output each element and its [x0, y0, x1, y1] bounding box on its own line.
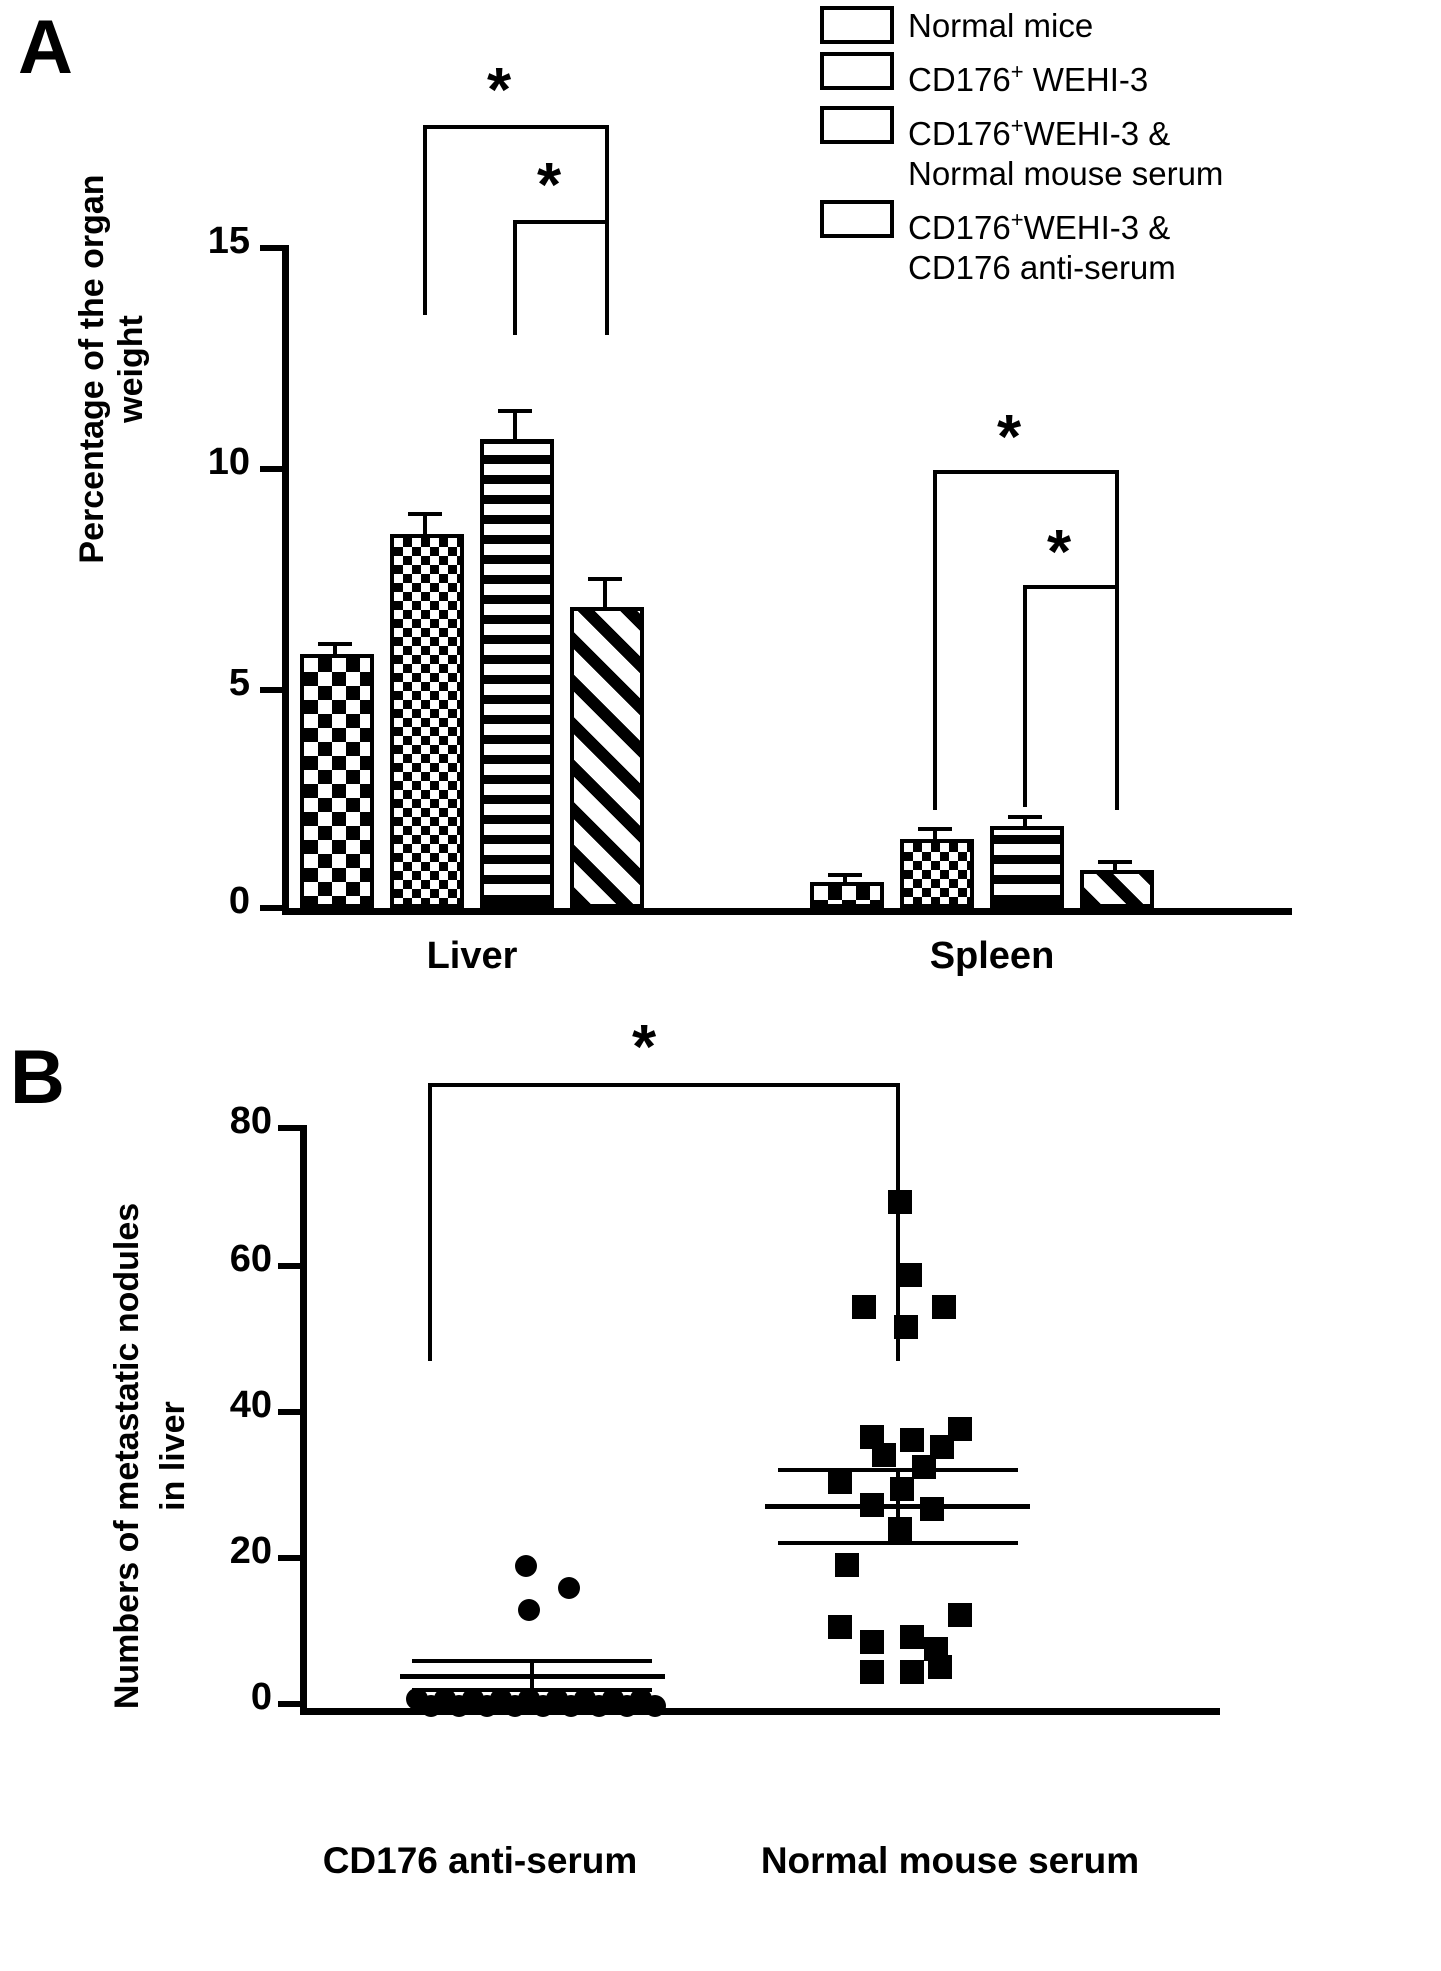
y-tick-label: 40: [229, 1384, 272, 1426]
panel-b-y-axis: [300, 1125, 307, 1715]
bar-spleen-wehi3: [900, 839, 974, 908]
legend-label-text: CD176: [908, 115, 1011, 152]
significance-bracket: [428, 1083, 900, 1361]
legend-label-sup: +: [1010, 207, 1024, 232]
y-tick-label: 5: [228, 662, 250, 704]
error-bar-cap: [498, 409, 532, 413]
legend-swatch-wehi3-icon: [820, 52, 894, 90]
legend-swatch-normal-serum-icon: [820, 106, 894, 144]
bar-liver-anti-serum: [570, 607, 644, 908]
y-tick: [278, 1263, 300, 1269]
data-point: [928, 1655, 952, 1679]
bar-spleen-normal-mice: [810, 882, 884, 908]
legend-label-tail: WEHI-3 &: [1023, 115, 1171, 152]
data-point: [872, 1443, 896, 1467]
bar-liver-wehi3: [390, 534, 464, 908]
data-point: [900, 1660, 924, 1684]
x-axis-label-spleen: Spleen: [929, 935, 1055, 977]
panel-a-letter: A: [18, 5, 73, 90]
panel-a-y-axis: [282, 245, 289, 915]
data-point: [948, 1603, 972, 1627]
error-bar-cap: [1098, 860, 1132, 864]
y-tick: [260, 687, 282, 693]
significance-star: *: [632, 1013, 657, 1082]
error-bar: [333, 646, 337, 654]
error-bar: [843, 877, 847, 882]
x-axis-label-liver: Liver: [426, 935, 518, 977]
legend-label-tail: WEHI-3 &: [1023, 209, 1171, 246]
data-point: [888, 1517, 912, 1541]
error-bar: [513, 413, 517, 439]
significance-star: *: [1047, 518, 1072, 587]
bar-liver-normal-serum: [480, 439, 554, 908]
panel-a-y-axis-label: Percentage of the organ weight: [73, 174, 150, 564]
error-bar-cap: [318, 642, 352, 646]
legend-item: [820, 52, 1430, 100]
error-bar-cap: [828, 873, 862, 877]
data-point: [860, 1630, 884, 1654]
data-point: [890, 1477, 914, 1501]
data-point: [900, 1625, 924, 1649]
error-bar: [933, 831, 937, 839]
panel-b-plot-area: [229, 1013, 1220, 1881]
data-point: [515, 1555, 537, 1577]
panel-b-y-axis-label-text: Numbers of metastatic nodules in liver: [108, 1202, 192, 1710]
y-tick-label: 20: [229, 1530, 272, 1572]
data-point: [912, 1455, 936, 1479]
legend-label-text: Normal mice: [908, 7, 1094, 44]
data-point: [900, 1428, 924, 1452]
legend-swatch-normal-mice-icon: [820, 6, 894, 44]
data-point: [828, 1615, 852, 1639]
y-tick-label: 60: [229, 1238, 272, 1280]
data-point: [860, 1660, 884, 1684]
y-tick: [278, 1701, 300, 1707]
error-bar: [603, 581, 607, 607]
x-axis-label-normal-serum: Normal mouse serum: [760, 1840, 1140, 1881]
significance-star: *: [537, 151, 562, 220]
error-bar: [1023, 819, 1027, 826]
error-bar-cap: [1008, 815, 1042, 819]
y-tick: [278, 1125, 300, 1131]
legend-label-text: CD176: [908, 61, 1011, 98]
legend-item: [820, 6, 1430, 46]
error-bar: [1113, 864, 1117, 870]
legend-swatch-anti-serum-icon: [820, 200, 894, 238]
error-bar: [423, 516, 427, 534]
y-tick: [260, 245, 282, 251]
x-axis-label-anti-serum: CD176 anti-serum: [322, 1840, 638, 1881]
significance-bracket: [513, 220, 609, 335]
legend-item: [820, 106, 1430, 194]
legend-label-line2: CD176 anti-serum: [908, 249, 1176, 286]
data-point: [518, 1599, 540, 1621]
legend-label-sup: +: [1010, 113, 1024, 138]
legend-label-sup: +: [1010, 59, 1024, 84]
y-tick-label: 80: [229, 1100, 272, 1142]
sem-vertical: [530, 1659, 534, 1689]
error-bar-cap: [918, 827, 952, 831]
legend-label-tail: WEHI-3: [1023, 61, 1149, 98]
data-point: [835, 1553, 859, 1577]
y-tick-label: 10: [207, 441, 250, 483]
y-tick: [278, 1409, 300, 1415]
legend-label: [908, 6, 1093, 46]
y-tick: [260, 905, 282, 911]
data-point: [558, 1577, 580, 1599]
y-tick: [278, 1555, 300, 1561]
legend-label: [908, 52, 1148, 100]
significance-star: *: [487, 56, 512, 125]
data-point: [898, 1263, 922, 1287]
sem-vertical: [896, 1468, 900, 1543]
y-tick-label: 0: [228, 880, 250, 922]
bar-spleen-anti-serum: [1080, 870, 1154, 908]
panel-a-x-axis: [282, 908, 1292, 915]
bar-spleen-normal-serum: [990, 826, 1064, 908]
significance-bracket: [1023, 585, 1119, 807]
data-point: [920, 1497, 944, 1521]
significance-star: *: [997, 403, 1022, 472]
panel-b: [0, 1013, 1441, 1971]
y-tick: [260, 466, 282, 472]
data-point: [932, 1295, 956, 1319]
panel-b-letter: B: [10, 1035, 65, 1120]
legend-label-line2: Normal mouse serum: [908, 155, 1224, 192]
error-bar-cap: [408, 512, 442, 516]
legend-label-text: CD176: [908, 209, 1011, 246]
bar-liver-normal-mice: [300, 654, 374, 908]
y-tick-label: 15: [207, 220, 250, 262]
data-point: [828, 1470, 852, 1494]
error-bar-cap: [588, 577, 622, 581]
y-tick-label: 0: [250, 1676, 272, 1718]
legend-label: [908, 106, 1223, 194]
